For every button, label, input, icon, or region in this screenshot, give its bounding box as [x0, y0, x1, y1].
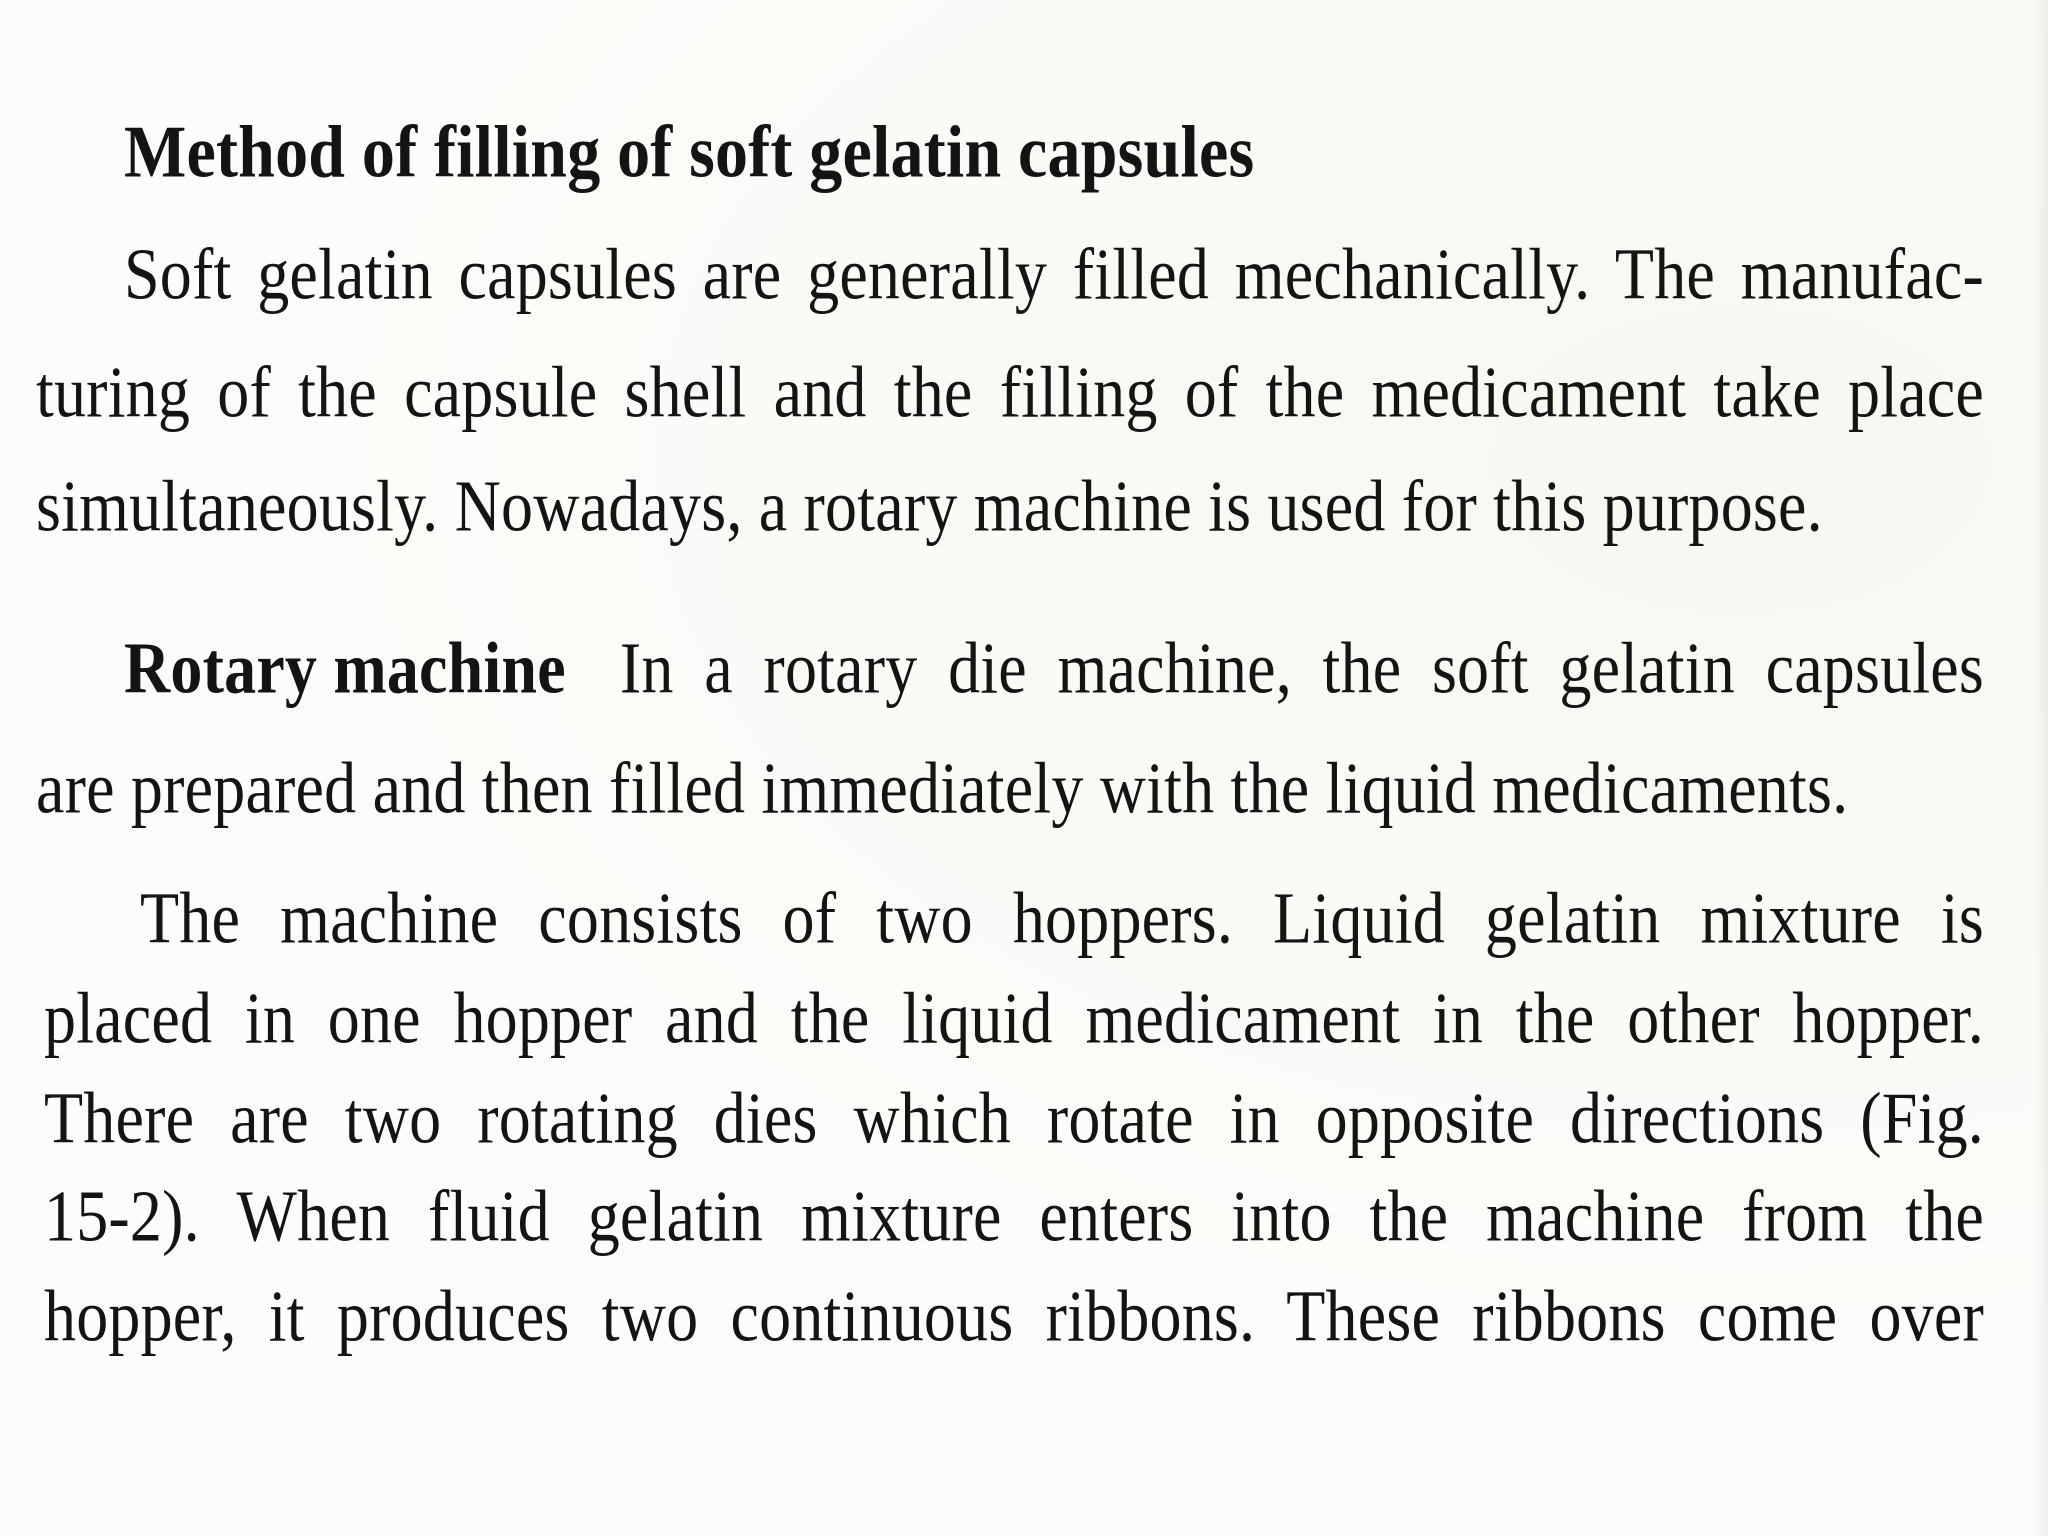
paragraph-2-line-1-text: In a rotary die machine, the soft gelatin capsules	[619, 627, 1984, 709]
paragraph-3-line-5: hopper, it produces two continuous ribbons. These ribbons come over	[44, 1275, 1984, 1357]
section-heading: Method of filling of soft gelatin capsules	[124, 111, 1255, 194]
paragraph-1-line-1: Soft gelatin capsules are generally filled mechanically. The manufac-	[124, 233, 1984, 315]
paragraph-3-line-3: There are two rotating dies which rotate in opposite directions (Fig.	[44, 1077, 1984, 1159]
page-edge-shadow	[2034, 0, 2048, 1536]
paragraph-3-line-4: 15-2). When fluid gelatin mixture enters into the machine from the	[44, 1175, 1984, 1257]
paragraph-1-line-3: simultaneously. Nowadays, a rotary machine is used for this purpose.	[36, 465, 1823, 547]
run-in-heading: Rotary machine	[124, 627, 566, 709]
paragraph-1-line-2: turing of the capsule shell and the filling of the medicament take place	[36, 351, 1984, 433]
paragraph-3-line-1: The machine consists of two hoppers. Liquid gelatin mixture is	[140, 877, 1984, 959]
paragraph-2-line-2: are prepared and then filled immediately with the liquid medicaments.	[36, 747, 1849, 829]
paragraph-3-line-2: placed in one hopper and the liquid medicament in the other hopper.	[44, 977, 1984, 1059]
paragraph-2-line-1	[124, 627, 1984, 709]
